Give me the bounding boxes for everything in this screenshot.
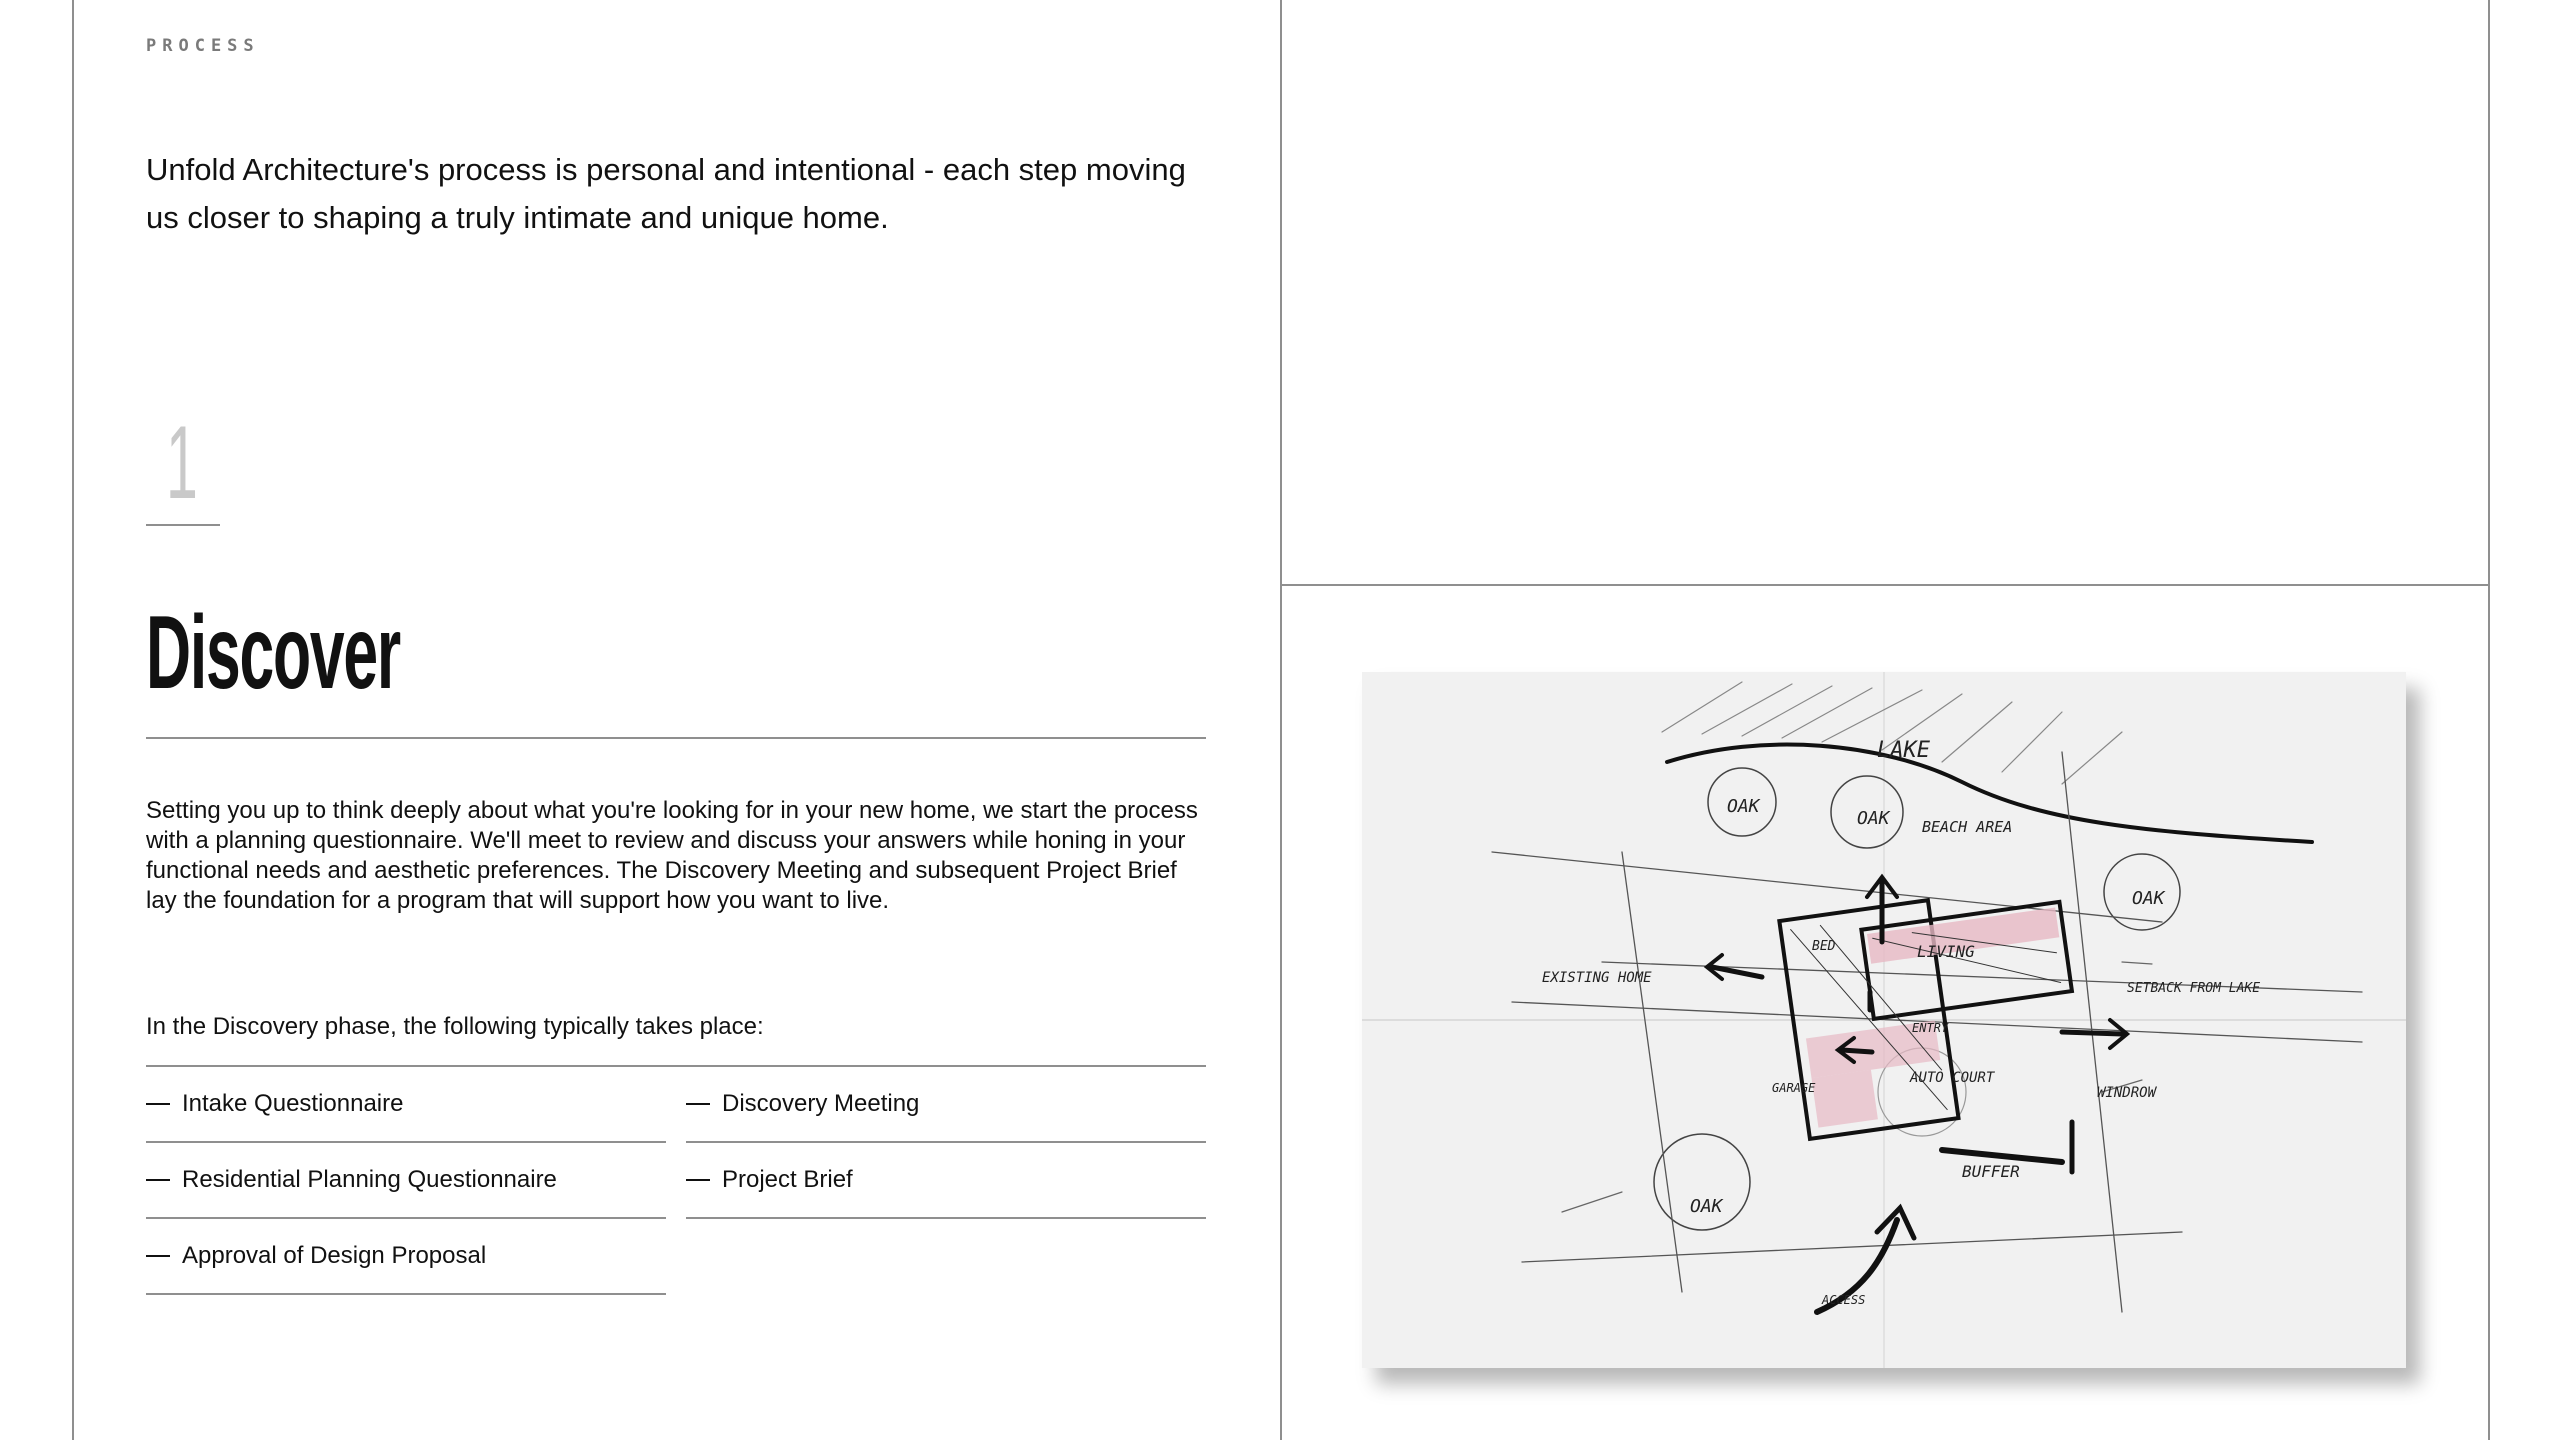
em-dash-icon [146,1103,170,1105]
sketch-paper [1362,672,2406,1368]
list-item [686,1143,1206,1219]
sketch-label-setback: SETBACK FROM LAKE [2127,981,2261,996]
em-dash-icon [686,1103,710,1105]
site-plan-sketch [1362,672,2406,1368]
sketch-label-entry: ENTRY [1912,1021,1949,1035]
intro-text: Unfold Architecture's process is personal and intentional - each step moving us closer to shaping a truly intimate and unique home. [146,152,1186,235]
phase-title: Discover [146,595,401,711]
list-intro: In the Discovery phase, the following typically takes place: [146,1013,764,1040]
list-item-label: Project Brief [722,1166,853,1193]
list-item-label: Residential Planning Questionnaire [182,1166,557,1193]
sketch-label-oak-1: OAK [1727,796,1760,817]
em-dash-icon [146,1179,170,1181]
em-dash-icon [686,1179,710,1181]
right-panel-divider [1280,584,2490,586]
list-item [686,1067,1206,1143]
section-label: PROCESS [146,36,260,56]
list-item-label: Approval of Design Proposal [182,1242,487,1269]
sketch-label-living: LIVING [1917,942,1975,961]
sketch-label-oak-4: OAK [1690,1196,1723,1217]
phase-description: Setting you up to think deeply about what you're looking for in your new home, we start the process with a planning questionnaire. We'll meet to review and discuss your answers while honing in your functional needs and aesthetic preferences. The Discovery Meeting and subsequent Project Brief lay the foundation for a program that will support how you want to live. [146,797,1198,914]
right-border-line [2488,0,2490,1440]
em-dash-icon [146,1255,170,1257]
list-item-label: Intake Questionnaire [182,1090,404,1117]
sketch-label-windrow: WINDROW [2097,1085,2157,1101]
step-number-underline [146,524,220,526]
sketch-label-beach: BEACH AREA [1922,818,2013,836]
left-border-line [72,0,74,1440]
step-number: 1 [166,405,198,521]
title-divider [146,737,1206,739]
list-item [146,1067,666,1143]
list-item [146,1143,666,1219]
sketch-label-oak-2: OAK [1857,808,1890,829]
list-item-label: Discovery Meeting [722,1090,920,1117]
sketch-label-oak-3: OAK [2132,888,2165,909]
sketch-label-bed: BED [1812,939,1836,954]
site-plan-sketch-image [1362,672,2406,1368]
sketch-label-existing-home: EXISTING HOME [1542,970,1652,986]
sketch-label-auto-court: AUTO COURT [1910,1070,1995,1086]
list-item [146,1219,666,1295]
sketch-label-access: ACCESS [1822,1293,1866,1307]
sketch-label-lake: LAKE [1877,738,1930,763]
sketch-label-buffer: BUFFER [1962,1162,2020,1181]
center-divider-line [1280,0,1282,1440]
sketch-label-garage: GARAGE [1772,1081,1816,1095]
